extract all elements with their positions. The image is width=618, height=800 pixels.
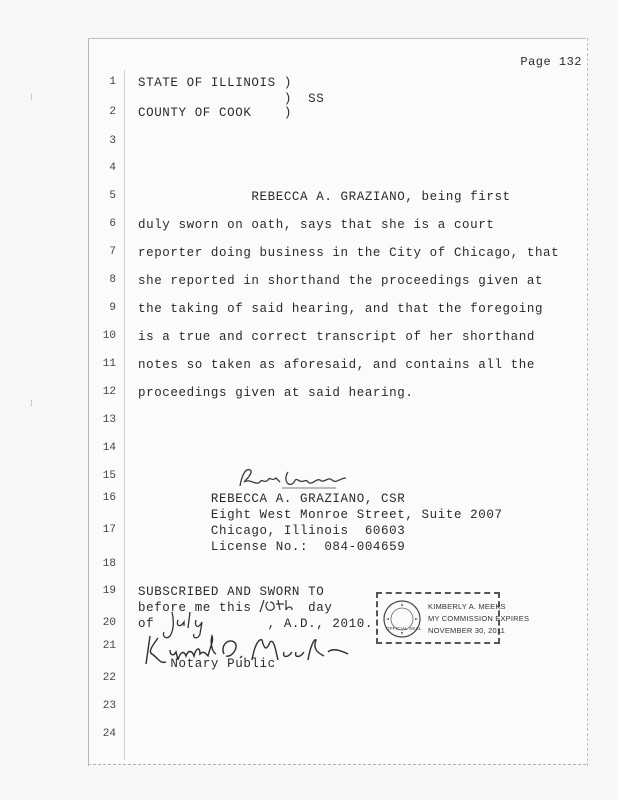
line-text: REBECCA A. GRAZIANO, being first xyxy=(138,190,511,204)
line-number: 19 xyxy=(102,585,116,597)
transcript-line xyxy=(0,358,618,376)
transcript-line xyxy=(0,218,618,236)
notary-seal-icon xyxy=(382,599,422,639)
transcript-line xyxy=(0,135,618,153)
notary-stamp xyxy=(376,592,530,644)
line-text: is a true and correct transcript of her shorthand xyxy=(138,330,535,344)
line-text: COUNTY OF COOK ) xyxy=(138,106,292,120)
line-text: SUBSCRIBED AND SWORN TO xyxy=(138,585,325,599)
line-number: 13 xyxy=(102,414,116,426)
transcript-line xyxy=(0,672,618,690)
stamp-commission: MY COMMISSION EXPIRES xyxy=(428,614,530,623)
line-number: 24 xyxy=(102,728,116,740)
line-number: 20 xyxy=(102,617,116,629)
line-number: 8 xyxy=(109,274,116,286)
transcript-line xyxy=(0,246,618,264)
transcript-line xyxy=(0,442,618,460)
line-number: 2 xyxy=(109,106,116,118)
transcript-line xyxy=(0,106,618,124)
line-number: 1 xyxy=(109,76,116,88)
stamp-expiry: NOVEMBER 30, 2011 xyxy=(428,626,506,635)
line-text: STATE OF ILLINOIS ) xyxy=(138,76,292,90)
line-number: 23 xyxy=(102,700,116,712)
transcript-line xyxy=(0,330,618,348)
line-text: REBECCA A. GRAZIANO, CSR xyxy=(138,492,406,506)
transcript-line xyxy=(0,540,618,558)
notary-signature xyxy=(136,630,356,670)
line-number: 16 xyxy=(102,492,116,504)
line-number: 3 xyxy=(109,135,116,147)
stamp-seal-text: OFFICIAL SEAL xyxy=(386,626,422,631)
line-text: the taking of said hearing, and that the foregoing xyxy=(138,302,544,316)
transcript-line xyxy=(0,386,618,404)
line-number: 21 xyxy=(102,640,116,652)
line-number: 17 xyxy=(102,524,116,536)
line-text: notes so taken as aforesaid, and contains all the xyxy=(138,358,535,372)
handwritten-day xyxy=(256,596,300,616)
line-number: 7 xyxy=(109,246,116,258)
line-text: duly sworn on oath, says that she is a court xyxy=(138,218,495,232)
line-text: License No.: 084-004659 xyxy=(138,540,406,554)
line-number: 9 xyxy=(109,302,116,314)
line-number: 11 xyxy=(102,358,116,370)
line-number: 18 xyxy=(102,558,116,570)
line-number: 12 xyxy=(102,386,116,398)
transcript-line xyxy=(0,190,618,208)
scan-artifact: ⁝ xyxy=(30,92,33,102)
line-number: 15 xyxy=(102,470,116,482)
line-number: 14 xyxy=(102,442,116,454)
transcript-line xyxy=(0,728,618,746)
line-number: 22 xyxy=(102,672,116,684)
line-text: she reported in shorthand the proceedings given at xyxy=(138,274,544,288)
line-text: of , A.D., 2010. xyxy=(138,617,373,631)
line-number: 5 xyxy=(109,190,116,202)
stamp-name: KIMBERLY A. MEEKS xyxy=(428,602,506,611)
transcript-line xyxy=(0,302,618,320)
line-text: reporter doing business in the City of Chicago, that xyxy=(138,246,560,260)
transcript-line xyxy=(0,414,618,432)
page-number: Page 132 xyxy=(520,55,582,69)
transcript-line xyxy=(0,558,618,576)
line-number: 10 xyxy=(102,330,116,342)
scan-artifact: ⁝ xyxy=(30,398,33,408)
transcript-line xyxy=(0,700,618,718)
line-number: 6 xyxy=(109,218,116,230)
transcript-line xyxy=(0,274,618,292)
page-bottom-border xyxy=(88,764,586,765)
line-text: proceedings given at said hearing. xyxy=(138,386,414,400)
transcript-line xyxy=(0,162,618,180)
line-text: Eight West Monroe Street, Suite 2007 xyxy=(138,508,503,522)
line-text: Notary Public xyxy=(138,657,276,671)
line-text: Chicago, Illinois 60603 xyxy=(138,524,406,538)
reporter-signature xyxy=(236,464,356,492)
line-text: ) SS xyxy=(138,92,325,106)
line-number: 4 xyxy=(109,162,116,174)
page-top-border xyxy=(88,38,586,39)
line-text: before me this day xyxy=(138,601,333,615)
